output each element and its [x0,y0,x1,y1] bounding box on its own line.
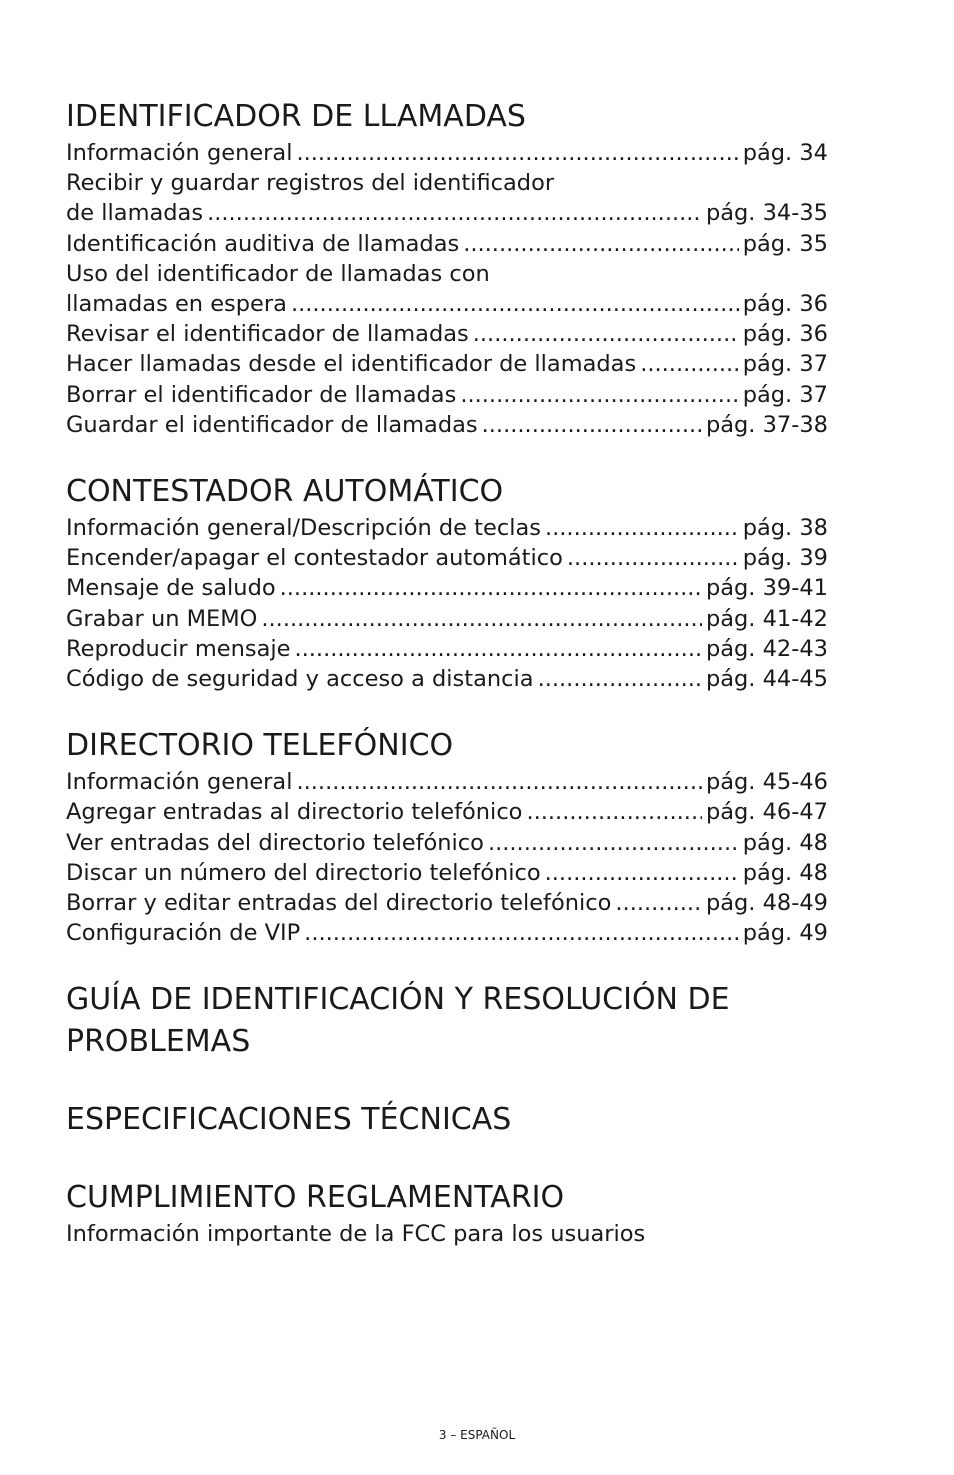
entry-page: pág. 38 [742,515,828,542]
entry-page: pág. 34-35 [705,200,828,227]
page-footer: 3 – ESPAÑOL [438,1428,516,1442]
entry-page: pág. 44-45 [705,666,828,693]
entry-label: Agregar entradas al directorio telefónico [66,799,523,826]
toc-entry[interactable] [66,858,828,888]
entry-page: pág. 36 [742,321,828,348]
entry-label: Borrar y editar entradas del directorio telefónico [66,890,612,917]
toc-entry[interactable] [66,828,828,858]
toc-entry[interactable] [66,573,828,603]
entry-label: Discar un número del directorio telefónico [66,859,541,886]
entry-label: Borrar el identificador de llamadas [66,381,457,408]
toc-entry[interactable] [66,888,828,918]
toc-section-phonebook [66,725,828,948]
toc-section-troubleshooting [66,979,828,1063]
toc-entry[interactable] [66,319,828,349]
entry-label: Grabar un MEMO [66,605,258,632]
leader-dots [294,634,701,664]
entry-page: pág. 42-43 [705,635,828,662]
leader-dots [545,513,739,543]
entry-label-first-line: Recibir y guardar registros del identificador [66,170,555,197]
entry-page: pág. 48 [742,859,828,886]
toc-entry[interactable] [66,767,828,797]
toc-section-regulatory [66,1177,828,1249]
toc-entry[interactable] [66,664,828,694]
entry-label: Ver entradas del directorio telefónico [66,829,484,856]
entry-page: pág. 37 [742,351,828,378]
toc-entry[interactable] [66,168,828,228]
toc-section-specifications [66,1099,828,1141]
leader-dots [473,319,739,349]
leader-dots [463,229,739,259]
leader-dots [296,138,738,168]
entry-page: pág. 37 [742,381,828,408]
leader-dots [207,198,702,228]
leader-dots [545,858,739,888]
section-title[interactable]: GUÍA DE IDENTIFICACIÓN Y RESOLUCIÓN DE PROBLEMAS [66,982,730,1060]
leader-dots [615,888,702,918]
leader-dots [296,767,701,797]
leader-dots [261,604,702,634]
leader-dots [526,797,702,827]
leader-dots [291,289,739,319]
leader-dots [460,380,738,410]
toc-subitem[interactable]: Información importante de la FCC para los usuarios [66,1221,646,1248]
toc-entry[interactable] [66,634,828,664]
toc-entry[interactable] [66,229,828,259]
entry-label: Información general/Descripción de teclas [66,515,541,542]
entry-label: Identificación auditiva de llamadas [66,230,460,257]
toc-entry[interactable] [66,797,828,827]
section-title: CONTESTADOR AUTOMÁTICO [66,474,504,510]
entry-label: Revisar el identificador de llamadas [66,321,469,348]
toc-section-caller-id [66,96,828,440]
leader-dots [280,573,702,603]
entry-label: Información general [66,140,293,166]
entry-label-first-line: Uso del identificador de llamadas con [66,260,490,287]
entry-label: Hacer llamadas desde el identificador de llamadas [66,351,637,378]
leader-dots [538,664,702,694]
entry-page: pág. 45-46 [705,769,828,796]
entry-page: pág. 34 [742,140,828,166]
toc-entry[interactable] [66,918,828,948]
toc-entry[interactable] [66,380,828,410]
entry-label: Reproducir mensaje [66,635,291,662]
entry-label: Código de seguridad y acceso a distancia [66,666,534,693]
leader-dots [640,349,739,379]
toc-section-answering-machine [66,471,828,694]
leader-dots [567,543,739,573]
toc-entry[interactable] [66,543,828,573]
entry-label: Información general [66,769,293,796]
toc-entry[interactable] [66,410,828,440]
toc-entry[interactable] [66,604,828,634]
entry-label: de llamadas [66,200,204,227]
section-title: IDENTIFICADOR DE LLAMADAS [66,99,526,134]
entry-page: pág. 35 [742,230,828,257]
entry-page: pág. 39 [742,545,828,572]
entry-label: Configuración de VIP [66,920,301,947]
entry-page: pág. 36 [742,291,828,318]
toc-entry[interactable] [66,138,828,168]
entry-page: pág. 41-42 [705,605,828,632]
table-of-contents [66,96,828,1281]
entry-label: Encender/apagar el contestador automático [66,545,563,572]
leader-dots [482,410,702,440]
leader-dots [488,828,739,858]
toc-entry[interactable] [66,349,828,379]
entry-page: pág. 37-38 [705,411,828,438]
entry-page: pág. 39-41 [705,575,828,602]
toc-entry[interactable] [66,259,828,319]
entry-page: pág. 49 [742,920,828,947]
section-title[interactable]: CUMPLIMIENTO REGLAMENTARIO [66,1180,565,1216]
entry-label: llamadas en espera [66,291,287,318]
section-title: DIRECTORIO TELEFÓNICO [66,728,454,764]
leader-dots [304,918,739,948]
section-title[interactable]: ESPECIFICACIONES TÉCNICAS [66,1102,512,1138]
entry-label: Guardar el identificador de llamadas [66,411,478,438]
entry-page: pág. 48-49 [705,890,828,917]
entry-page: pág. 48 [742,829,828,856]
toc-entry[interactable] [66,513,828,543]
entry-label: Mensaje de saludo [66,575,276,602]
entry-page: pág. 46-47 [705,799,828,826]
